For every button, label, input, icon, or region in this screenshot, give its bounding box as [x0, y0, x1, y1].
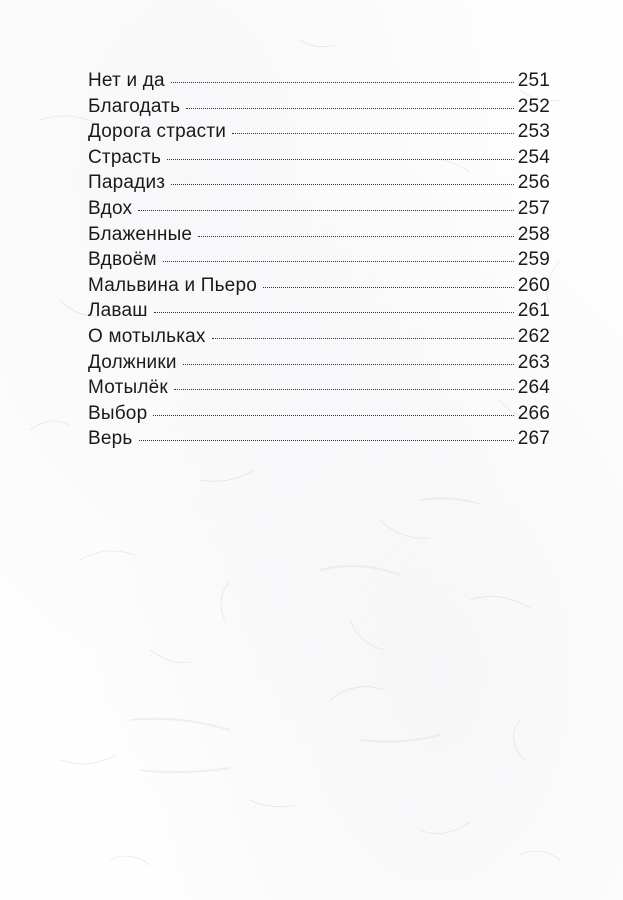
dot-leader	[186, 108, 513, 109]
toc-entry-title: Вдвоём	[88, 249, 157, 271]
dot-leader	[198, 236, 513, 237]
dot-leader	[153, 415, 513, 416]
toc-entry-page: 258	[517, 223, 550, 245]
toc-entry[interactable]	[88, 198, 550, 224]
toc-entry-page: 260	[517, 274, 550, 296]
dot-leader	[167, 159, 514, 160]
table-of-contents	[88, 70, 550, 454]
toc-entry-title: Блаженные	[88, 223, 193, 245]
toc-entry-page: 262	[517, 325, 550, 347]
toc-entry[interactable]	[88, 377, 550, 403]
toc-entry-title: Выбор	[88, 402, 148, 424]
toc-entry[interactable]	[88, 147, 550, 173]
toc-entry[interactable]	[88, 428, 550, 454]
dot-leader	[163, 261, 514, 262]
toc-entry-page: 263	[517, 351, 550, 373]
toc-entry[interactable]	[88, 300, 550, 326]
toc-entry-title: Парадиз	[88, 172, 166, 194]
toc-entry[interactable]	[88, 352, 550, 378]
dot-leader	[138, 210, 513, 211]
toc-entry-title: Должники	[88, 351, 177, 373]
toc-entry[interactable]	[88, 96, 550, 122]
toc-entry[interactable]	[88, 249, 550, 275]
toc-entry-title: Страсть	[88, 146, 162, 168]
toc-entry-title: Нет и да	[88, 70, 165, 91]
dot-leader	[171, 82, 514, 83]
toc-entry[interactable]	[88, 70, 550, 96]
toc-entry-title: Верь	[88, 428, 133, 450]
toc-entry-page: 251	[517, 70, 550, 91]
toc-entry-title: О мотыльках	[88, 325, 206, 347]
toc-entry[interactable]	[88, 403, 550, 429]
toc-entry-title: Дорога страсти	[88, 121, 227, 143]
dot-leader	[139, 440, 514, 441]
toc-entry[interactable]	[88, 326, 550, 352]
toc-entry-page: 252	[517, 95, 550, 117]
toc-entry-title: Благодать	[88, 95, 181, 117]
toc-entry-title: Мальвина и Пьеро	[88, 274, 257, 296]
dot-leader	[232, 133, 514, 134]
toc-entry[interactable]	[88, 224, 550, 250]
toc-entry[interactable]	[88, 172, 550, 198]
dot-leader	[183, 364, 514, 365]
toc-entry-page: 256	[517, 172, 550, 194]
toc-entry-title: Лаваш	[88, 300, 148, 322]
dot-leader	[263, 287, 514, 288]
toc-entry[interactable]	[88, 275, 550, 301]
toc-entry-page: 257	[517, 197, 550, 219]
toc-entry-page: 264	[517, 377, 550, 399]
toc-entry-title: Вдох	[88, 197, 133, 219]
toc-entry-page: 261	[517, 300, 550, 322]
toc-entry-page: 254	[517, 146, 550, 168]
toc-entry[interactable]	[88, 121, 550, 147]
dot-leader	[154, 312, 514, 313]
toc-entry-page: 266	[517, 402, 550, 424]
toc-entry-page: 253	[517, 121, 550, 143]
dot-leader	[174, 389, 514, 390]
toc-entry-page: 267	[517, 428, 550, 450]
toc-entry-title: Мотылёк	[88, 377, 168, 399]
dot-leader	[212, 338, 514, 339]
dot-leader	[171, 184, 514, 185]
toc-entry-page: 259	[517, 249, 550, 271]
